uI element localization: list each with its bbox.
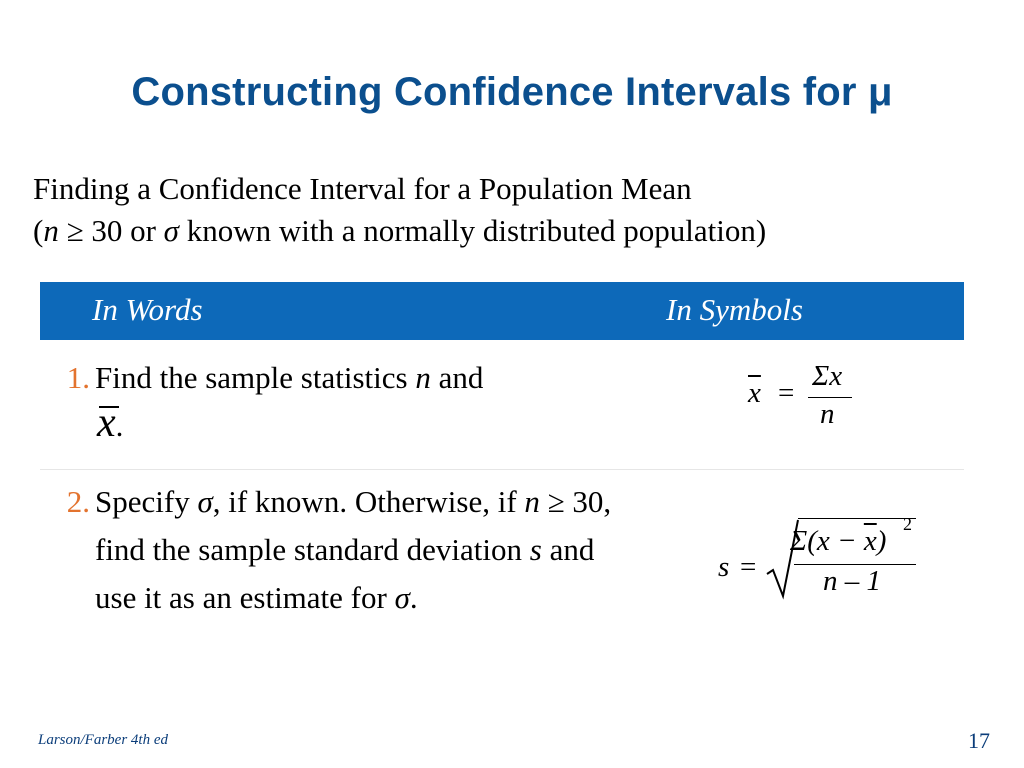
formula-denominator: n – 1	[823, 565, 881, 597]
table-header	[40, 282, 964, 340]
footer-citation: Larson/Farber 4th ed	[38, 732, 169, 748]
step-number: 2.	[66, 484, 90, 519]
page-number: 17	[968, 728, 990, 753]
formula-numerator: Σx	[812, 360, 843, 392]
intro-text	[33, 168, 766, 252]
formula-exponent: 2	[903, 514, 912, 534]
intro-line-2: (n ≥ 30 or σ known with a normally distributed population)	[33, 213, 767, 248]
intro-line-1: Finding a Confidence Interval for a Population Mean	[33, 171, 692, 206]
slide-title: Constructing Confidence Intervals for μ	[131, 70, 893, 114]
radical-vinculum	[798, 518, 916, 519]
row-divider	[40, 469, 964, 470]
sample-mean-formula	[740, 360, 860, 440]
header-in-words: In Words	[92, 292, 203, 327]
formula-lhs: $\overline{x}$	[748, 377, 761, 409]
step-text: Specify σ, if known. Otherwise, if n ≥ 30, find the sample standard deviation s and use it as an estimate for σ.	[95, 484, 612, 615]
header-in-symbols: In Symbols	[666, 292, 803, 327]
sample-std-formula	[710, 508, 930, 608]
formula-equals: =	[778, 377, 795, 409]
formula-equals: =	[740, 551, 757, 583]
formula-lhs: s	[718, 551, 730, 583]
formula-denominator: n	[820, 398, 835, 430]
step-text: Find the sample statistics n and x.	[95, 360, 484, 446]
x-bar-symbol: x	[97, 400, 116, 446]
step-number: 1.	[66, 360, 90, 395]
formula-numerator: $\Sigma(x - \overline{x})$	[790, 525, 887, 557]
